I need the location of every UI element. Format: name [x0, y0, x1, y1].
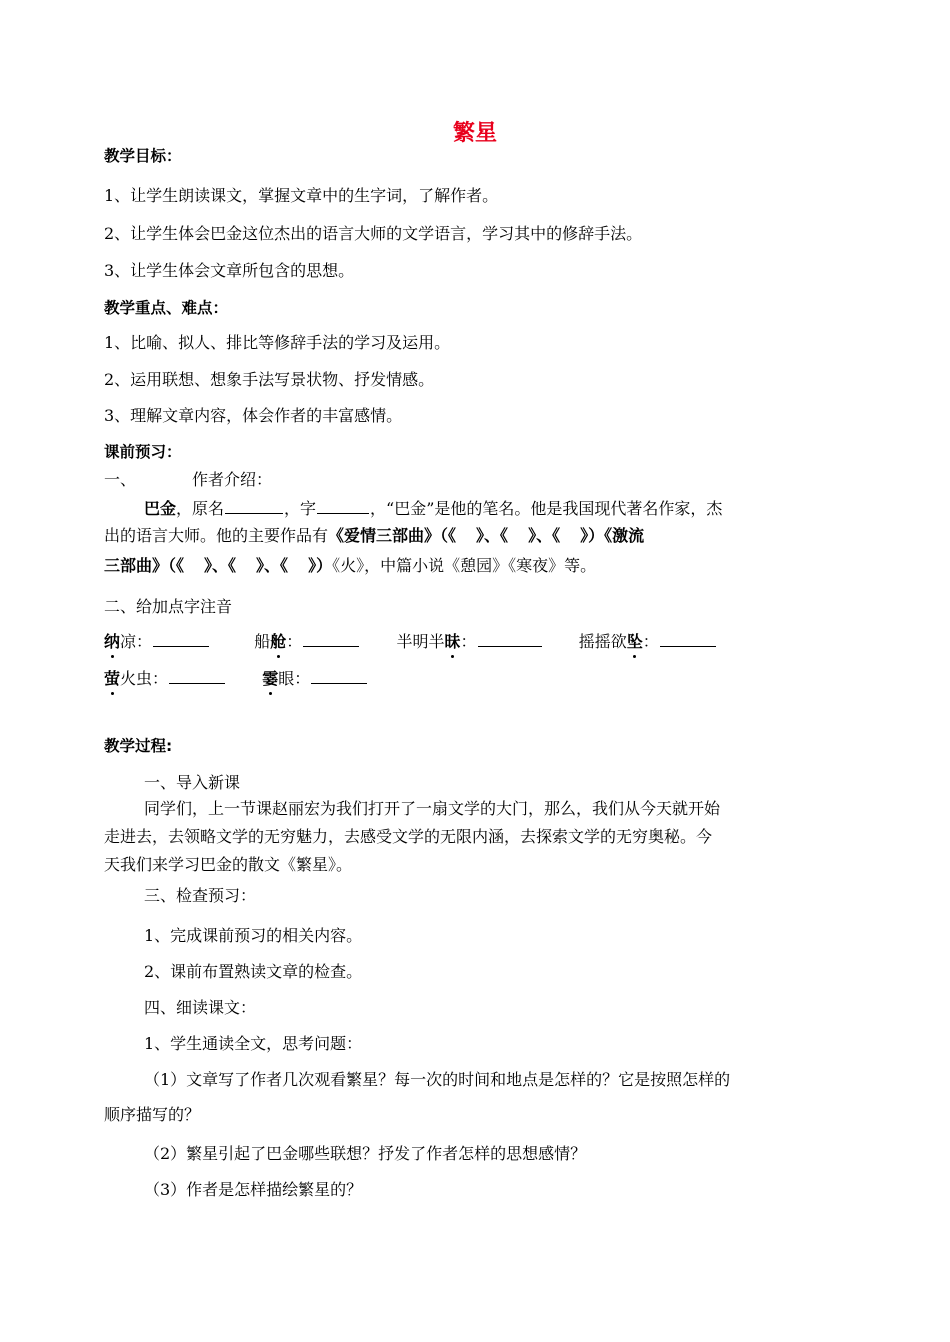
pinyin-item	[104, 669, 226, 688]
author-paragraph-line-3	[104, 556, 596, 576]
text-span: ：	[286, 632, 303, 651]
objectives-heading: 教学目标：	[104, 147, 182, 165]
key-point-item: 1、比喻、拟人、排比等修辞手法的学习及运用。	[104, 333, 451, 352]
text-span: 》、《	[476, 526, 509, 545]
text-span: 火虫：	[120, 669, 169, 688]
preview-heading: 课前预习：	[104, 443, 182, 461]
text-span: 》）	[308, 556, 333, 575]
pinyin-item	[104, 632, 210, 651]
read-heading: 四、细读课文：	[144, 998, 257, 1017]
torrent-trilogy-title-end: 三部曲》	[104, 556, 169, 575]
question-line: （1）文章写了作者几次观看繁星？每一次的时间和地点是怎样的？它是按照怎样的	[144, 1070, 731, 1089]
intro-paragraph-line: 天我们来学习巴金的散文《繁星》。	[104, 855, 353, 874]
check-heading: 三、检查预习：	[144, 886, 257, 905]
pinyin-item	[396, 632, 542, 651]
text-span: ，字	[284, 499, 317, 518]
text-span: 》）	[580, 526, 605, 545]
pinyin-row-1	[104, 630, 717, 652]
pinyin-item	[254, 632, 360, 651]
text-span: （《	[440, 526, 457, 545]
key-points-heading: 教学重点、难点：	[104, 299, 229, 317]
text-span: 眼：	[278, 669, 311, 688]
intro-paragraph-line: 走进去，去领略文学的无穷魅力，去感受文学的无限内涵，去探索文学的无穷奥秘。今	[104, 827, 713, 846]
author-paragraph-line-1	[144, 497, 722, 519]
dotted-char: 霎	[262, 669, 279, 688]
author-intro-label: 作者介绍：	[192, 470, 273, 489]
page-title: 繁星	[452, 121, 497, 146]
text-span: 》、《	[256, 556, 289, 575]
read-item: 1、学生通读全文，思考问题：	[144, 1034, 363, 1053]
text-span: 》、《	[204, 556, 237, 575]
pinyin-blank[interactable]	[169, 667, 225, 684]
text-span: ，原名	[176, 499, 225, 518]
pinyin-blank[interactable]	[478, 630, 542, 647]
pinyin-row-2	[104, 667, 368, 689]
objective-item: 3、让学生体会文章所包含的思想。	[104, 261, 355, 280]
author-paragraph-line-2	[104, 526, 644, 546]
text-span: 》、《	[528, 526, 561, 545]
question-line: （2）繁星引起了巴金哪些联想？抒发了作者怎样的思想感情？	[144, 1144, 587, 1163]
key-point-item: 2、运用联想、想象手法写景状物、抒发情感。	[104, 370, 435, 389]
text-span: 出的语言大师。他的主要作品有	[104, 526, 329, 545]
text-span: （《	[168, 556, 185, 575]
text-span: ：	[460, 632, 477, 651]
author-name: 巴金	[144, 499, 177, 518]
courtesy-name-blank[interactable]	[317, 497, 369, 514]
pinyin-blank[interactable]	[303, 630, 359, 647]
pinyin-blank[interactable]	[660, 630, 716, 647]
dotted-char: 坠	[626, 632, 643, 651]
author-intro-number: 一、	[104, 470, 137, 489]
text-span: 凉：	[120, 632, 153, 651]
original-name-blank[interactable]	[225, 497, 283, 514]
pinyin-item	[262, 669, 368, 688]
intro-heading: 一、导入新课	[144, 773, 241, 792]
text-span: ：	[642, 632, 659, 651]
objective-item: 2、让学生体会巴金这位杰出的语言大师的文学语言，学习其中的修辞手法。	[104, 224, 643, 243]
dotted-char: 昧	[444, 632, 461, 651]
pinyin-item	[579, 632, 717, 651]
check-item: 2、课前布置熟读文章的检查。	[144, 962, 363, 981]
process-heading: 教学过程:	[104, 737, 173, 755]
check-item: 1、完成课前预习的相关内容。	[144, 926, 363, 945]
text-span: 船	[254, 632, 271, 651]
dotted-char: 纳	[104, 632, 121, 651]
key-point-item: 3、理解文章内容，体会作者的丰富感情。	[104, 406, 403, 425]
pinyin-heading: 二、给加点字注音	[104, 597, 233, 616]
text-span: ，“巴金”是他的笔名。他是我国现代著名作家，杰	[370, 499, 723, 518]
question-line: 顺序描写的？	[104, 1105, 201, 1124]
pinyin-blank[interactable]	[153, 630, 209, 647]
text-span: 半明半	[396, 632, 445, 651]
pinyin-blank[interactable]	[311, 667, 367, 684]
objective-item: 1、让学生朗读课文，掌握文章中的生字词，了解作者。	[104, 186, 499, 205]
text-span: 《火》，中篇小说《憩园》《寒夜》等。	[332, 556, 597, 575]
text-span: 摇摇欲	[578, 632, 627, 651]
author-intro-heading	[104, 470, 272, 490]
question-line: （3）作者是怎样描绘繁星的？	[144, 1180, 363, 1199]
intro-paragraph-line: 同学们，上一节课赵丽宏为我们打开了一扇文学的大门，那么，我们从今天就开始	[144, 799, 721, 818]
dotted-char: 舱	[270, 632, 287, 651]
dotted-char: 萤	[104, 669, 121, 688]
torrent-trilogy-title: 《激流	[604, 526, 645, 545]
love-trilogy-title: 《爱情三部曲》	[328, 526, 441, 545]
